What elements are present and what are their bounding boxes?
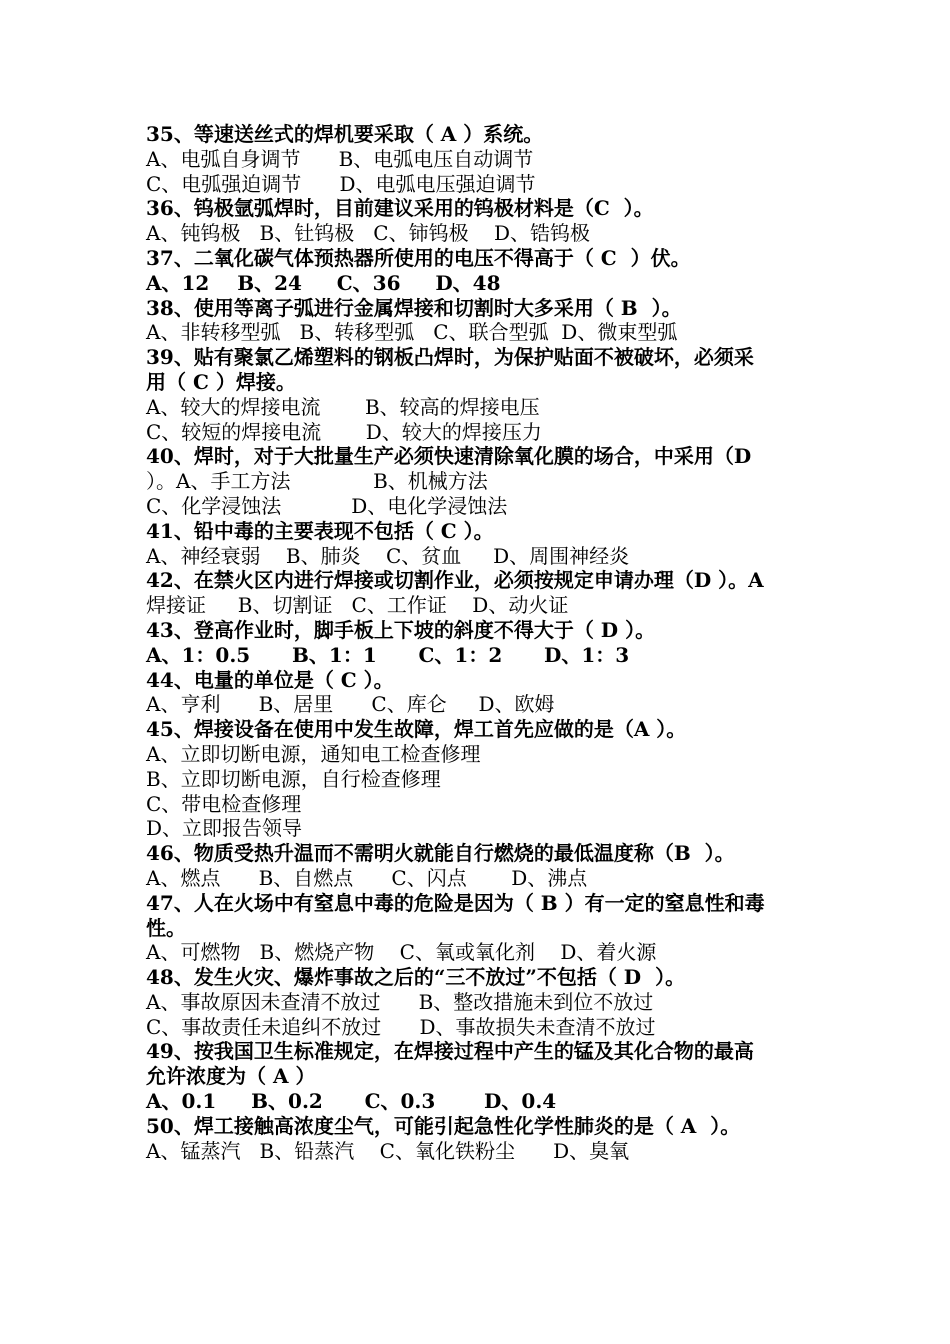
options-43: A、1：0.5 B、1：1 C、1：2 D、1：3 [146,642,630,667]
question-44: 44、电量的单位是（ C ）。 [146,667,394,692]
options-39-cd: C、较短的焊接电流 D、较大的焊接压力 [146,419,542,444]
options-47: A、可燃物 B、燃烧产物 C、氧或氧化剂 D、着火源 [146,940,657,965]
option-45-a: A、立即切断电源，通知电工检查修理 [146,741,481,766]
question-50: 50、焊工接触高浓度尘气，可能引起急性化学性肺炎的是（ A ）。 [146,1113,741,1138]
options-36: A、钝钨极 B、钍钨极 C、铈钨极 D、锆钨极 [146,221,591,246]
option-45-b: B、立即切断电源，自行检查修理 [146,766,441,791]
question-39-cont: 用（ C ）焊接。 [146,369,296,394]
question-48: 48、发生火灾、爆炸事故之后的“三不放过”不包括（ D ）。 [146,965,686,990]
options-42: 焊接证 B、切割证 C、工作证 D、动火证 [146,593,569,618]
question-35: 35、等速送丝式的焊机要采取（ A ）系统。 [146,122,544,146]
document-page [146,122,814,1163]
question-41: 41、铅中毒的主要表现不包括（ C ）。 [146,518,494,543]
option-45-c: C、带电检查修理 [146,791,302,816]
options-41: A、神经衰弱 B、肺炎 C、贫血 D、周围神经炎 [146,543,630,568]
options-35-cd: C、电弧强迫调节 D、电弧电压强迫调节 [146,171,536,196]
question-37: 37、二氧化碳气体预热器所使用的电压不得高于（ C ）伏。 [146,245,691,270]
question-47-cont: 性。 [146,915,186,940]
question-49-cont: 允许浓度为（ A ） [146,1064,316,1089]
question-46: 46、物质受热升温而不需明火就能自行燃烧的最低温度称（B ）。 [146,841,735,866]
options-44: A、亨利 B、居里 C、库仑 D、欧姆 [146,692,555,717]
options-48-cd: C、事故责任未追纠不放过 D、事故损失未查清不放过 [146,1014,656,1039]
question-43: 43、登高作业时，脚手板上下坡的斜度不得大于（ D ）。 [146,617,656,642]
options-37: A、12 B、24 C、36 D、48 [146,270,501,295]
question-40-cont: ）。A、手工方法 B、机械方法 [146,469,488,494]
options-39-ab: A、较大的焊接电流 B、较高的焊接电压 [146,394,540,419]
options-49: A、0.1 B、0.2 C、0.3 D、0.4 [146,1089,557,1114]
options-35-ab: A、电弧自身调节 B、电弧电压自动调节 [146,146,534,171]
question-36: 36、钨极氩弧焊时，目前建议采用的钨极材料是（C ）。 [146,196,654,221]
options-46: A、燃点 B、自燃点 C、闪点 D、沸点 [146,865,588,890]
question-45: 45、焊接设备在使用中发生故障，焊工首先应做的是（A ）。 [146,717,687,742]
question-40: 40、焊时，对于大批量生产必须快速清除氧化膜的场合，中采用（D [146,444,752,469]
option-45-d: D、立即报告领导 [146,816,303,841]
question-47: 47、人在火场中有窒息中毒的危险是因为（ B ）有一定的窒息性和毒 [146,890,765,915]
options-40-cd: C、化学浸蚀法 D、电化学浸蚀法 [146,493,508,518]
question-42: 42、在禁火区内进行焊接或切割作业，必须按规定申请办理（D ）。A [146,568,764,593]
options-50: A、锰蒸汽 B、铅蒸汽 C、氧化铁粉尘 D、臭氧 [146,1138,630,1163]
question-39: 39、贴有聚氯乙烯塑料的钢板凸焊时，为保护贴面不被破坏，必须采 [146,345,754,370]
options-38: A、非转移型弧 B、转移型弧 C、联合型弧 D、微束型弧 [146,320,678,345]
question-38: 38、使用等离子弧进行金属焊接和切割时大多采用（ B ）。 [146,295,682,320]
options-48-ab: A、事故原因未查清不放过 B、整改措施未到位不放过 [146,989,654,1014]
question-49: 49、按我国卫生标准规定，在焊接过程中产生的锰及其化合物的最高 [146,1039,754,1064]
